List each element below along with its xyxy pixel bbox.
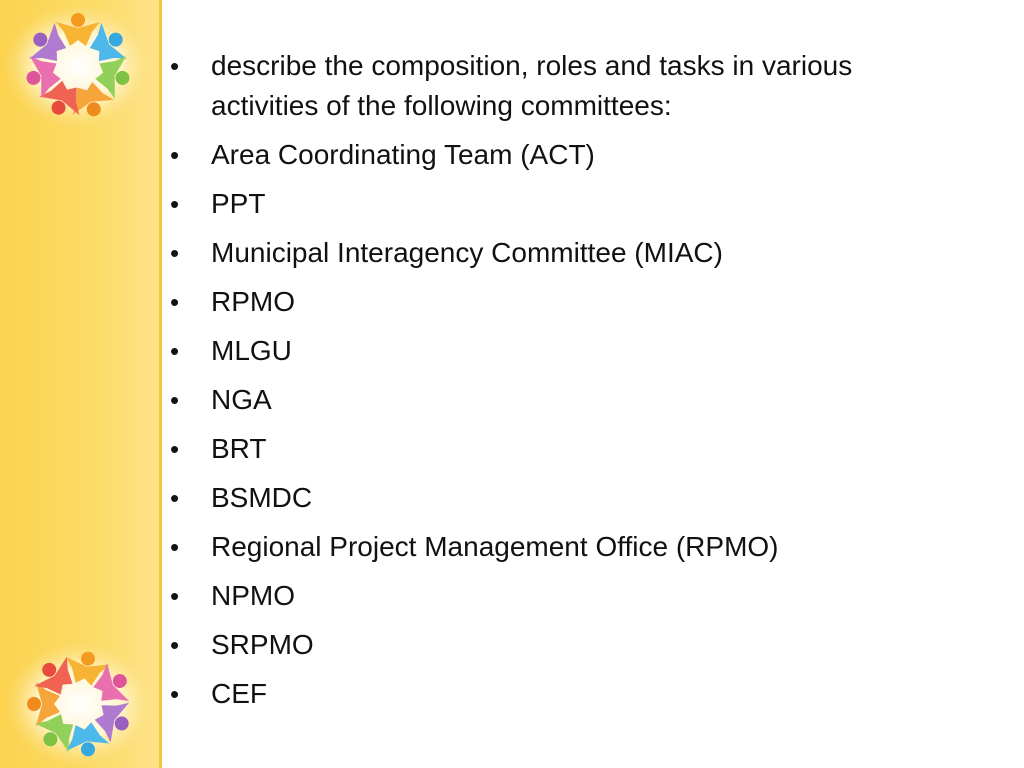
bullet-text: MLGU [211,335,292,366]
bullet-text: PPT [211,188,266,219]
bullet-item [168,135,958,175]
bullet-marker: • [170,483,180,513]
bullet-item [168,576,958,616]
bullet-marker: • [170,189,180,219]
bullet-marker: • [170,434,180,464]
bullet-marker: • [170,140,180,170]
bullet-marker: • [170,630,180,660]
bullet-item [168,282,958,322]
bullet-marker: • [170,51,180,81]
bullet-marker: • [170,287,180,317]
bullet-text: CEF [211,678,267,709]
people-circle-emblem-icon [4,640,156,768]
bullet-text: Regional Project Management Office (RPMO) [211,531,779,562]
bullet-item [168,625,958,665]
bullet-item [168,46,958,126]
bullet-text: Municipal Interagency Committee (MIAC) [211,237,723,268]
sidebar-edge [159,0,162,768]
bullet-text: BRT [211,433,267,464]
bullet-item [168,478,958,518]
bullet-marker: • [170,385,180,415]
bullet-text: Area Coordinating Team (ACT) [211,139,595,170]
bullet-list [168,46,958,723]
bullet-marker: • [170,532,180,562]
bullet-item [168,674,958,714]
bullet-text: RPMO [211,286,295,317]
bullet-text: BSMDC [211,482,313,513]
bullet-marker: • [170,679,180,709]
bullet-text: NPMO [211,580,295,611]
bullet-marker: • [170,238,180,268]
bullet-text: NGA [211,384,272,415]
bullet-text: describe the composition, roles and tasks in various activities of the following committees: [211,50,853,121]
bullet-item [168,233,958,273]
bullet-item [168,331,958,371]
bullet-marker: • [170,336,180,366]
bullet-item [168,527,958,567]
bullet-text: SRPMO [211,629,314,660]
bullet-item [168,184,958,224]
bullet-marker: • [170,581,180,611]
bullet-item [168,429,958,469]
people-circle-emblem-icon [2,2,154,130]
bullet-item [168,380,958,420]
